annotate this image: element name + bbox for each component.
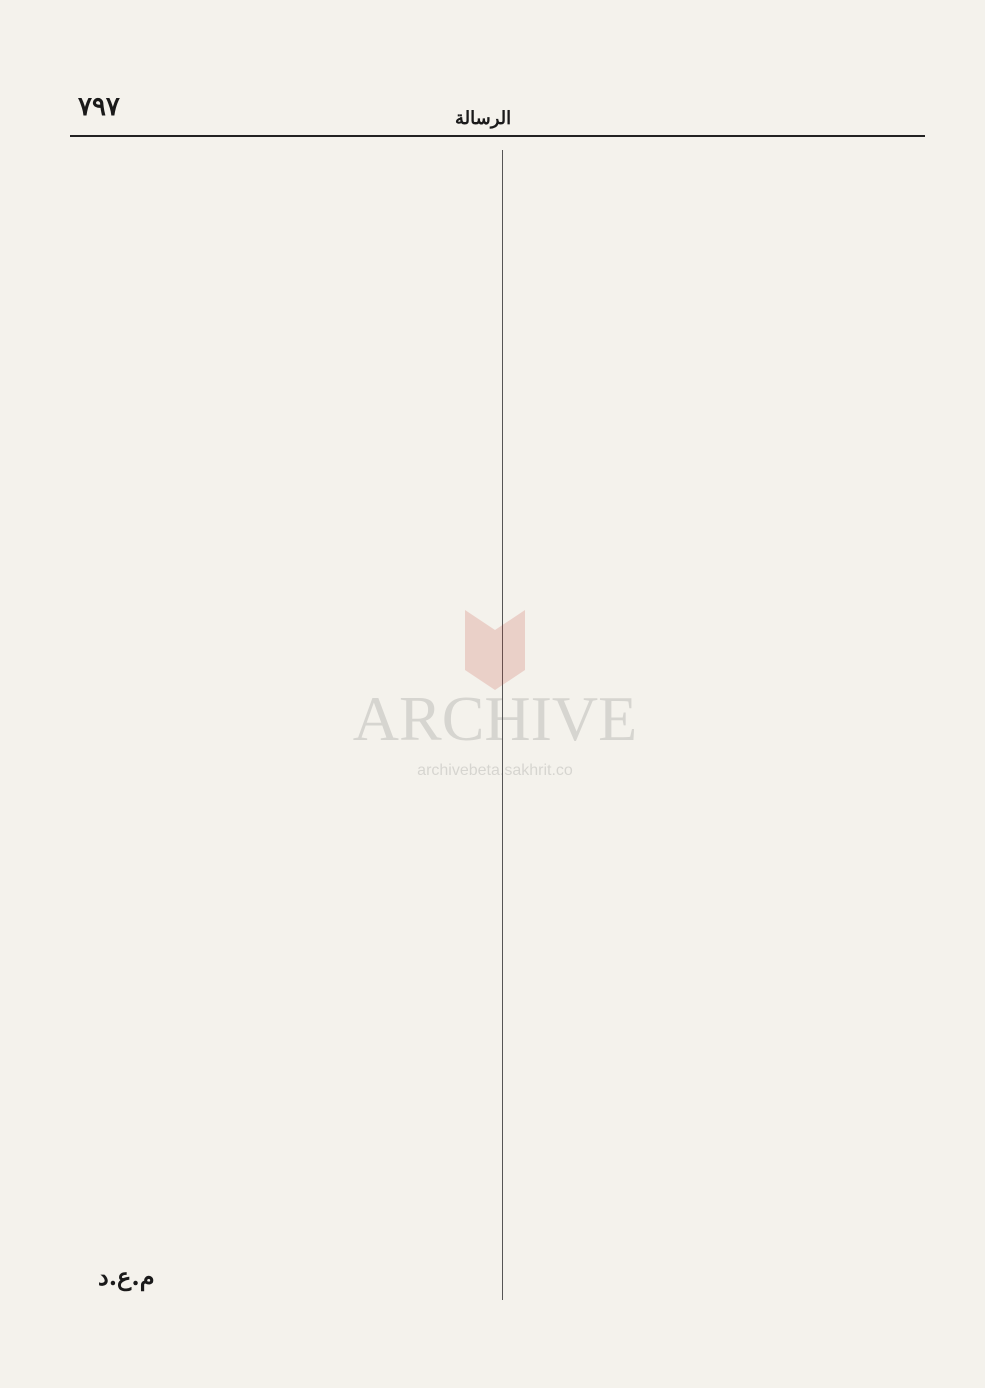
right-column-line	[520, 234, 930, 271]
right-column-line	[520, 197, 930, 234]
right-column-line	[520, 382, 930, 419]
right-column-line	[520, 1159, 930, 1196]
right-column-line	[520, 1085, 930, 1122]
left-column-line	[78, 752, 488, 789]
right-column-line	[520, 641, 930, 678]
right-column-line	[520, 1122, 930, 1159]
right-column-line	[520, 1011, 930, 1048]
right-column-line	[520, 1270, 930, 1307]
right-column-line	[520, 863, 930, 900]
right-column-line	[520, 678, 930, 715]
left-column-line	[78, 234, 488, 271]
left-column-line	[78, 1011, 488, 1048]
left-column-line	[78, 641, 488, 678]
right-column-line	[520, 308, 930, 345]
left-column	[78, 160, 488, 1310]
left-column-line	[78, 604, 488, 641]
right-column-line	[520, 826, 930, 863]
column-divider	[502, 150, 503, 1300]
right-column-line	[520, 752, 930, 789]
left-column-line	[78, 715, 488, 752]
left-column-line	[78, 382, 488, 419]
left-column-line	[78, 567, 488, 604]
right-column-line	[520, 456, 930, 493]
left-column-line	[78, 419, 488, 456]
left-column-line	[78, 678, 488, 715]
watermark-text: ARCHIVE	[352, 683, 638, 754]
right-column-line	[520, 604, 930, 641]
left-column-line	[78, 345, 488, 382]
left-column-line	[78, 160, 488, 197]
right-column-line	[520, 937, 930, 974]
right-column-line	[520, 974, 930, 1011]
left-column-line	[78, 1122, 488, 1159]
right-column-line	[520, 493, 930, 530]
left-column-line	[78, 1196, 488, 1233]
left-column-line	[78, 493, 488, 530]
left-column-line	[78, 530, 488, 567]
right-column-line	[520, 271, 930, 308]
right-column	[520, 160, 930, 1310]
left-column-line	[78, 456, 488, 493]
left-column-line	[78, 271, 488, 308]
right-column-line	[520, 789, 930, 826]
watermark-url: archivebeta.sakhrit.co	[417, 762, 573, 779]
right-column-line	[520, 345, 930, 382]
right-column-line	[520, 715, 930, 752]
right-column-line	[520, 419, 930, 456]
header-rule	[70, 135, 925, 137]
right-column-line	[520, 567, 930, 604]
left-column-line	[78, 826, 488, 863]
left-column-line	[78, 1159, 488, 1196]
left-column-line	[78, 308, 488, 345]
signature: م.ع.د	[98, 1262, 155, 1291]
left-column-line	[78, 1048, 488, 1085]
left-column-line	[78, 863, 488, 900]
right-column-line	[520, 530, 930, 567]
left-column-line	[78, 974, 488, 1011]
right-column-line	[520, 1233, 930, 1270]
left-column-line	[78, 789, 488, 826]
left-column-line	[78, 900, 488, 937]
magazine-title: الرسالة	[455, 108, 512, 129]
right-column-line	[520, 1048, 930, 1085]
left-column-line	[78, 197, 488, 234]
right-column-line	[520, 1196, 930, 1233]
right-column-line	[520, 160, 930, 197]
page-number: ٧٩٧	[78, 92, 120, 122]
left-column-line	[78, 937, 488, 974]
right-column-line	[520, 900, 930, 937]
left-column-line	[78, 1085, 488, 1122]
